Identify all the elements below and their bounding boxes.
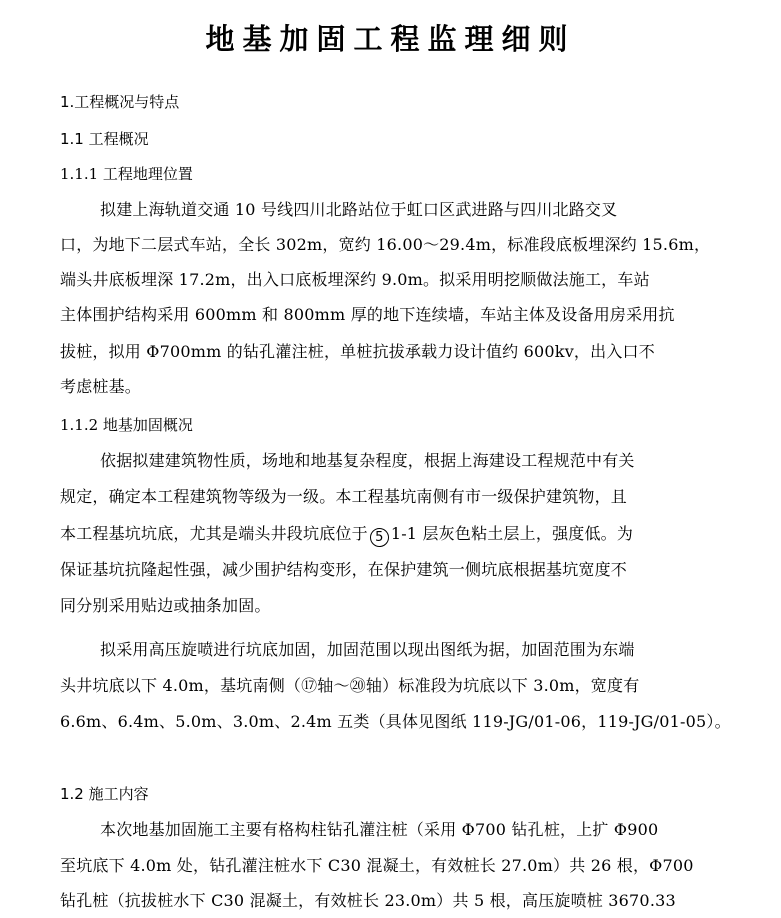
section-heading-1-1-2: 1.1.2 地基加固概况 xyxy=(60,416,193,434)
section-heading-1-2: 1.2 施工内容 xyxy=(60,785,149,803)
paragraph-overview-line xyxy=(60,522,633,547)
paragraph-scope-line: 本次地基加固施工主要有格构柱钻孔灌注桩（采用 Φ700 钻孔桩，上扩 Φ900 xyxy=(100,820,659,839)
document-title: 地基加固工程监理细则 xyxy=(205,22,576,56)
paragraph-overview-line: 依据拟建建筑物性质，场地和地基复杂程度，根据上海建设工程规范中有关 xyxy=(100,451,635,470)
paragraph-scope-line: 至坑底下 4.0m 处，钻孔灌注桩水下 C30 混凝土，有效桩长 27.0m）共 26 根，Φ700 xyxy=(60,856,694,875)
paragraph-location-line: 口，为地下二层式车站，全长 302m，宽约 16.00～29.4m，标准段底板埋深约 15.6m， xyxy=(60,235,711,254)
paragraph-scope-line: 钻孔桩（抗拔桩水下 C30 混凝土，有效桩长 23.0m）共 5 根，高压旋喷桩 3670.33 xyxy=(60,891,676,910)
paragraph-method-line: 拟采用高压旋喷进行坑底加固，加固范围以现出图纸为据，加固范围为东端 xyxy=(100,640,635,659)
stratum-number-badge: 5 xyxy=(370,528,389,547)
paragraph-method-line: 头井坑底以下 4.0m，基坑南侧（⑰轴～⑳轴）标准段为坑底以下 3.0m，宽度有 xyxy=(60,676,640,695)
paragraph-location-line: 主体围护结构采用 600mm 和 800mm 厚的地下连续墙，车站主体及设备用房采用抗 xyxy=(60,305,675,324)
paragraph-location-line: 拔桩，拟用 Φ700mm 的钻孔灌注桩，单桩抗拔承载力设计值约 600kv，出入口不 xyxy=(60,342,655,361)
overview-text-after: 1-1 层灰色粘土层上，强度低。为 xyxy=(390,524,634,543)
section-heading-1: 1.工程概况与特点 xyxy=(60,93,180,111)
paragraph-location-line: 考虑桩基。 xyxy=(60,377,142,396)
paragraph-method-line: 6.6m、6.4m、5.0m、3.0m、2.4m 五类（具体见图纸 119-JG/01-06，119-JG/01-05）。 xyxy=(60,712,731,731)
paragraph-location-line: 拟建上海轨道交通 10 号线四川北路站位于虹口区武进路与四川北路交叉 xyxy=(100,200,618,219)
section-heading-1-1-1: 1.1.1 工程地理位置 xyxy=(60,165,193,183)
overview-text-before: 本工程基坑坑底，尤其是端头井段坑底位于 xyxy=(60,524,368,543)
section-heading-1-1: 1.1 工程概况 xyxy=(60,130,149,148)
paragraph-overview-line: 规定，确定本工程建筑物等级为一级。本工程基坑南侧有市一级保护建筑物，且 xyxy=(60,487,628,506)
paragraph-overview-line: 同分别采用贴边或抽条加固。 xyxy=(60,596,271,615)
paragraph-location-line: 端头井底板埋深 17.2m，出入口底板埋深约 9.0m。拟采用明挖顺做法施工，车站 xyxy=(60,270,650,289)
paragraph-overview-line: 保证基坑抗隆起性强，减少围护结构变形，在保护建筑一侧坑底根据基坑宽度不 xyxy=(60,560,628,579)
